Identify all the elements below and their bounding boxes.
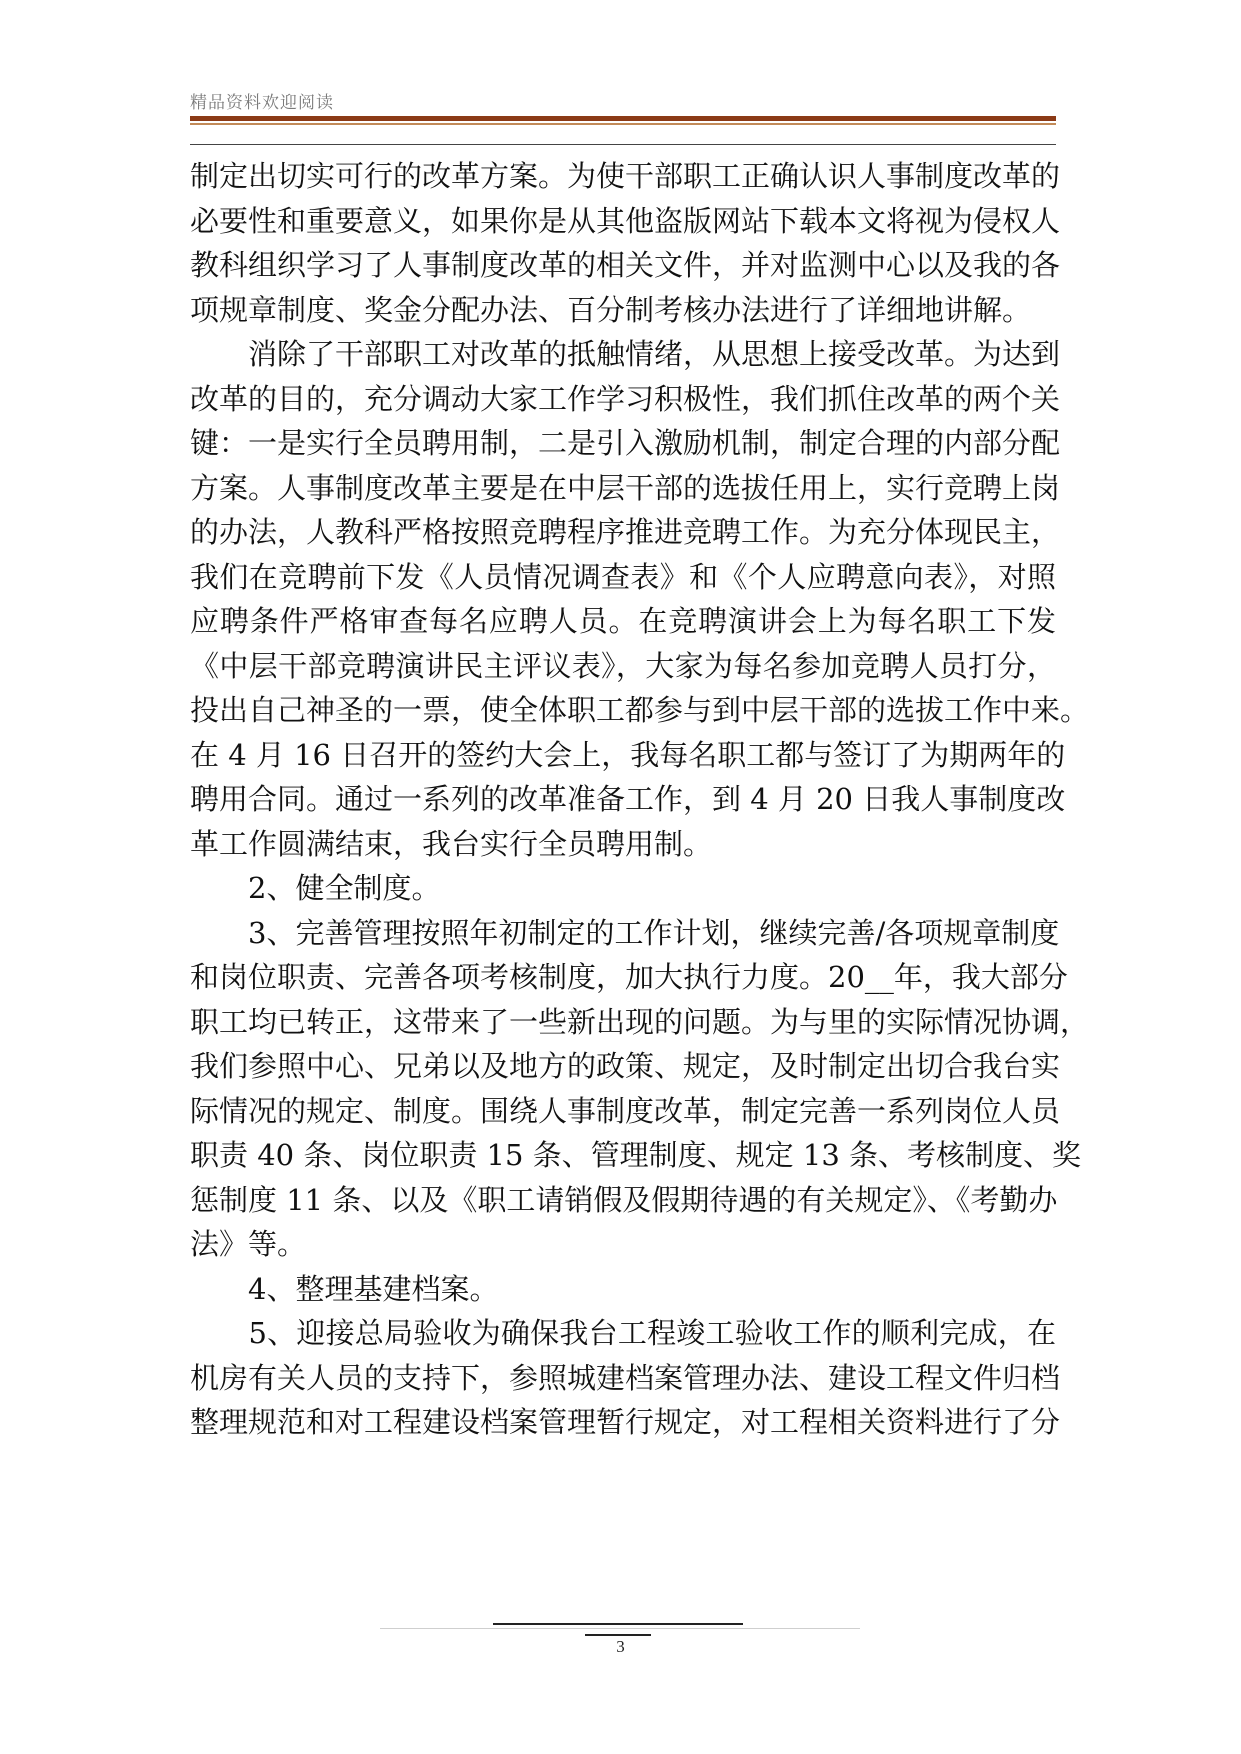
body-line: 必要性和重要意义，如果你是从其他盗版网站下载本文将视为侵权人	[190, 203, 1061, 238]
body-line: 3、完善管理按照年初制定的工作计划，继续完善/各项规章制度	[190, 915, 1060, 950]
header-rule-thin	[190, 144, 1056, 145]
body-line: 方案。人事制度改革主要是在中层干部的选拔任用上，实行竞聘上岗	[190, 470, 1061, 505]
body-line: 项规章制度、奖金分配办法、百分制考核办法进行了详细地讲解。	[190, 292, 1032, 327]
body-line: 际情况的规定、制度。围绕人事制度改革，制定完善一系列岗位人员	[190, 1093, 1061, 1128]
body-line: 4、整理基建档案。	[190, 1271, 499, 1306]
page-number: 3	[616, 1637, 625, 1656]
body-line: 2、健全制度。	[190, 871, 441, 905]
footer-rule-long	[380, 1628, 860, 1629]
body-line: 整理规范和对工程建设档案管理暂行规定，对工程相关资料进行了分	[190, 1405, 1061, 1439]
page-header-text: 精品资料欢迎阅读	[190, 93, 334, 113]
body-line: 法》等。	[190, 1227, 307, 1261]
body-line: 键：一是实行全员聘用制，二是引入激励机制，制定合理的内部分配	[190, 426, 1061, 460]
header-rule-mid	[190, 123, 1056, 125]
header-rule-thick	[190, 116, 1056, 121]
body-line: 改革的目的，充分调动大家工作学习积极性，我们抓住改革的两个关	[190, 381, 1061, 416]
document-body	[190, 154, 1090, 1445]
body-line: 职工均已转正，这带来了一些新出现的问题。为与里的实际情况协调，	[190, 1004, 1090, 1039]
body-line: 和岗位职责、完善各项考核制度，加大执行力度。20__年，我大部分	[190, 960, 1068, 994]
body-line: 制定出切实可行的改革方案。为使干部职工正确认识人事制度改革的	[190, 159, 1061, 193]
body-line: 聘用合同。通过一系列的改革准备工作，到 4 月 20 日我人事制度改	[190, 782, 1066, 816]
body-line: 投出自己神圣的一票，使全体职工都参与到中层干部的选拔工作中来。	[190, 693, 1090, 727]
footer-rule-under	[585, 1634, 651, 1636]
body-line: 我们参照中心、兄弟以及地方的政策、规定，及时制定出切合我台实	[190, 1049, 1061, 1083]
body-line: 教科组织学习了人事制度改革的相关文件，并对监测中心以及我的各	[190, 248, 1061, 282]
body-line: 应聘条件严格审查每名应聘人员。在竞聘演讲会上为每名职工下发	[190, 604, 1056, 638]
body-line: 我们在竞聘前下发《人员情况调查表》和《个人应聘意向表》，对照	[190, 559, 1056, 594]
footer-rule-center	[493, 1623, 743, 1625]
body-line: 在 4 月 16 日召开的签约大会上，我每名职工都与签订了为期两年的	[190, 737, 1066, 772]
body-line: 的办法，人教科严格按照竞聘程序推进竞聘工作。为充分体现民主，	[190, 515, 1061, 549]
body-line: 5、迎接总局验收为确保我台工程竣工验收工作的顺利完成，在	[190, 1316, 1056, 1350]
body-line: 《中层干部竞聘演讲民主评议表》，大家为每名参加竞聘人员打分，	[190, 648, 1056, 683]
body-line: 机房有关人员的支持下，参照城建档案管理办法、建设工程文件归档	[190, 1360, 1061, 1395]
body-line: 惩制度 11 条、以及《职工请销假及假期待遇的有关规定》、《考勤办	[190, 1182, 1058, 1217]
body-line: 革工作圆满结束，我台实行全员聘用制。	[190, 826, 713, 861]
body-line: 消除了干部职工对改革的抵触情绪，从思想上接受改革。为达到	[190, 337, 1061, 371]
body-line: 职责 40 条、岗位职责 15 条、管理制度、规定 13 条、考核制度、奖	[190, 1138, 1082, 1172]
